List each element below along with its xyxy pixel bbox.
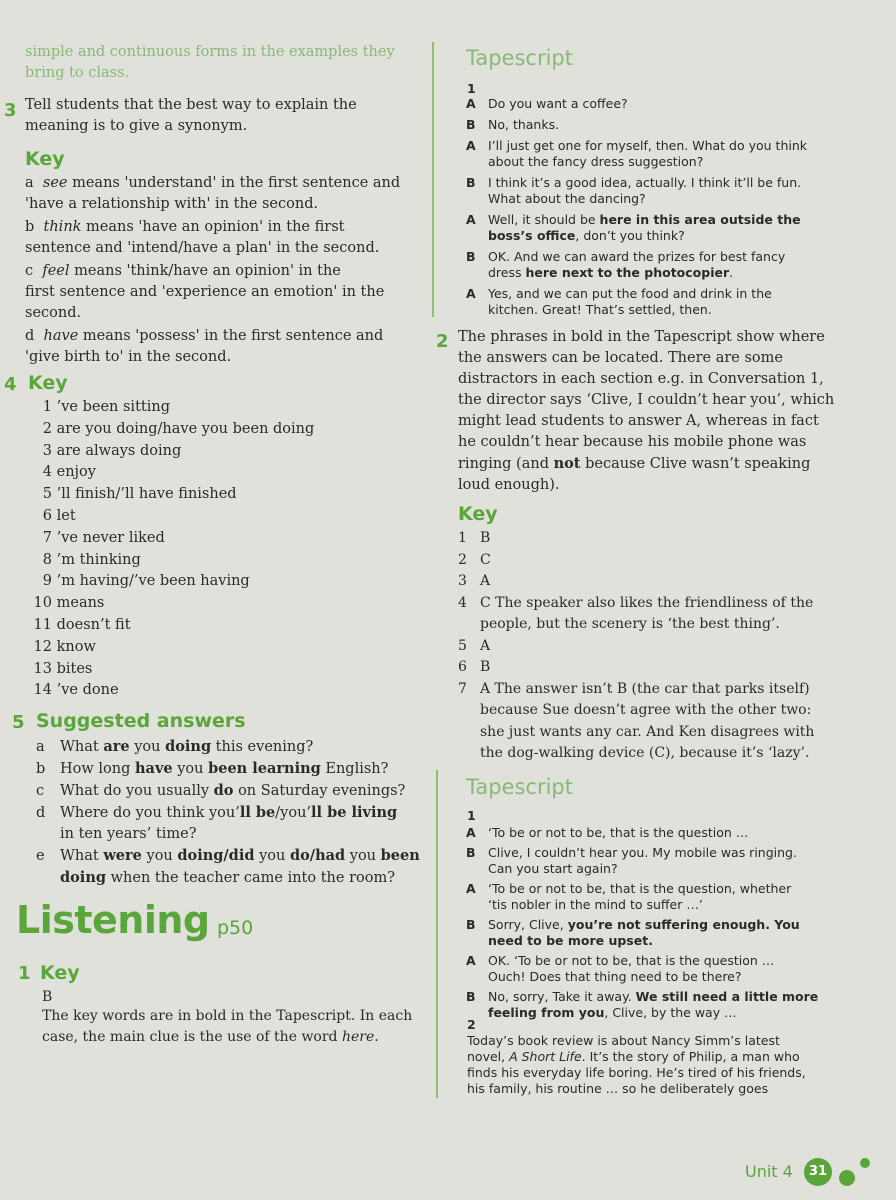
key4-item: 11 doesn’t fit xyxy=(33,616,131,633)
tapescript-line: A Do you want a coffee? xyxy=(466,96,628,111)
tapescript-2-title: Tapescript xyxy=(466,775,573,799)
tapescript-line: A OK. ‘To be or not to be, that is the question … Ouch! Does that thing need to be there? xyxy=(466,953,775,984)
divider-line xyxy=(432,42,434,317)
listening-title: Listening xyxy=(16,898,210,942)
key4-item: 13 bites xyxy=(33,660,93,677)
key-2-heading: Key xyxy=(458,503,498,525)
item-2-text: The phrases in bold in the Tapescript show where the answers can be located. There are some distractors in each section e.g. in Conversation 1, the director says ‘Clive, I couldn’t hear you’, which might lead students to answer A, whereas in fact he couldn’t hear because his mobile phone was ringing (and not because Clive wasn’t speaking loud enough). xyxy=(458,329,835,493)
key4-item: 10 means xyxy=(33,595,105,612)
key2-item: 4 C The speaker also likes the friendliness of the people, but the scenery is ‘the best thing’. xyxy=(458,594,814,632)
key4-item: 8 ’m thinking xyxy=(42,551,141,568)
key2-item: 6 B xyxy=(458,659,491,675)
item-3-number: 3 xyxy=(4,100,17,121)
tapescript-1-title: Tapescript xyxy=(466,46,573,70)
key2-item: 2 C xyxy=(458,551,491,568)
key2-list xyxy=(458,528,878,765)
item-3-line: meaning is to give a synonym. xyxy=(25,118,248,134)
tapescript-2-conversation-1: 1 xyxy=(467,808,476,823)
key2-item: 5 A xyxy=(458,637,491,654)
decorative-dot-icon xyxy=(860,1158,870,1168)
tapescript-2-conversation-2: 2 xyxy=(467,1017,476,1032)
tapescript-1-lines xyxy=(466,96,876,323)
answer-item: a What are you doing this evening? xyxy=(36,738,314,755)
key3-item: d have means 'possess' in the first sentence and 'give birth to' in the second. xyxy=(25,328,384,365)
listening-answer: B xyxy=(42,989,53,1005)
key3-item: a see means 'understand' in the first sentence and 'have a relationship with' in the second. xyxy=(25,175,401,212)
intro-line: bring to class. xyxy=(25,65,130,81)
key4-item: 5 ’ll finish/’ll have finished xyxy=(42,486,237,503)
listening-explanation: The key words are in bold in the Tapescript. In each case, the main clue is the use of the word here. xyxy=(42,1008,413,1045)
divider-line-2 xyxy=(436,770,438,1098)
listening-page: p50 xyxy=(217,917,254,939)
page-number-badge xyxy=(804,1158,832,1186)
answers5-list xyxy=(36,736,426,889)
answer-item: d Where do you think you’ll be/you’ll be living in ten years’ time? xyxy=(36,804,398,842)
tapescript-line: B No, sorry, Take it away. We still need a little more feeling from you, Clive, by the way … xyxy=(466,989,819,1020)
item-3-text xyxy=(25,95,357,137)
tapescript-1-conversation-number: 1 xyxy=(467,81,476,96)
tapescript-line: A I’ll just get one for myself, then. What do you think about the fancy dress suggestion? xyxy=(466,138,808,169)
listening-key-heading: Key xyxy=(40,962,80,984)
key4-item: 3 are always doing xyxy=(42,442,182,459)
key3-item: c feel means 'think/have an opinion' in the first sentence and 'experience an emotion' in the second. xyxy=(25,263,385,321)
key4-item: 1 ’ve been sitting xyxy=(42,399,170,415)
tapescript-line: A Yes, and we can put the food and drink in the kitchen. Great! That’s settled, then. xyxy=(466,286,772,317)
key4-item: 9 ’m having/’ve been having xyxy=(42,573,250,590)
key4-item: 7 ’ve never liked xyxy=(42,529,165,546)
intro-line: simple and continuous forms in the examples they xyxy=(25,44,395,60)
key-heading: Key xyxy=(25,148,65,170)
tapescript-line: A ‘To be or not to be, that is the question … xyxy=(466,825,749,840)
item-5-number: 5 xyxy=(12,712,25,733)
key4-item: 12 know xyxy=(33,638,96,655)
key4-item: 2 are you doing/have you been doing xyxy=(42,420,315,437)
key3-item: b think means 'have an opinion' in the first sentence and 'intend/have a plan' in the second. xyxy=(25,219,380,256)
key4-list xyxy=(28,397,408,702)
tapescript-line: A ‘To be or not to be, that is the question, whether ‘tis nobler in the mind to suffer …’ xyxy=(466,881,792,912)
item-4-number: 4 xyxy=(4,374,17,395)
tapescript-2-paragraph: Today’s book review is about Nancy Simm’s latest novel, A Short Life. It’s the story of Philip, a man who finds his everyday life boring. He’s tired of his friends, his family, his routine … so he deliberately goes xyxy=(467,1033,806,1096)
key4-item: 6 let xyxy=(42,507,76,524)
key2-item: 7 A The answer isn’t B (the car that parks itself) because Sue doesn’t agree with the other two: she just wants any car. And Ken disagrees with the dog-walking device (C), because it’s ‘lazy’. xyxy=(458,680,815,761)
key4-item: 14 ’ve done xyxy=(33,682,119,699)
tapescript-line: B I think it’s a good idea, actually. I think it’ll be fun. What about the dancing? xyxy=(466,175,802,206)
page-number: 31 xyxy=(808,1164,828,1179)
footer-unit: Unit 4 xyxy=(745,1162,793,1181)
tapescript-line: B Clive, I couldn’t hear you. My mobile was ringing. Can you start again? xyxy=(466,845,797,876)
tapescript-line: B OK. And we can award the prizes for best fancy dress here next to the photocopier. xyxy=(466,249,786,280)
tapescript-line: B No, thanks. xyxy=(466,117,560,132)
item-2-number: 2 xyxy=(436,331,449,352)
tapescript-2-lines xyxy=(466,825,876,1025)
item-3-line: Tell students that the best way to explain the xyxy=(25,97,357,113)
item-4-key-heading: Key xyxy=(28,372,68,394)
decorative-dot-icon xyxy=(839,1170,855,1186)
answer-item: c What do you usually do on Saturday evenings? xyxy=(36,782,406,799)
suggested-answers-heading: Suggested answers xyxy=(36,710,246,732)
listening-item-1-number: 1 xyxy=(18,963,31,984)
intro-text xyxy=(25,42,395,84)
tapescript-line: B Sorry, Clive, you’re not suffering enough. You need to be more upset. xyxy=(466,917,800,948)
key2-item: 1 B xyxy=(458,530,491,546)
answer-item: b How long have you been learning English? xyxy=(36,760,389,777)
key2-item: 3 A xyxy=(458,573,491,589)
answer-item: e What were you doing/did you do/had you been doing when the teacher came into the room? xyxy=(36,847,420,886)
key3-list xyxy=(25,173,425,368)
key4-item: 4 enjoy xyxy=(42,464,96,481)
tapescript-line: A Well, it should be here in this area outside the boss’s office, don’t you think? xyxy=(466,212,801,243)
